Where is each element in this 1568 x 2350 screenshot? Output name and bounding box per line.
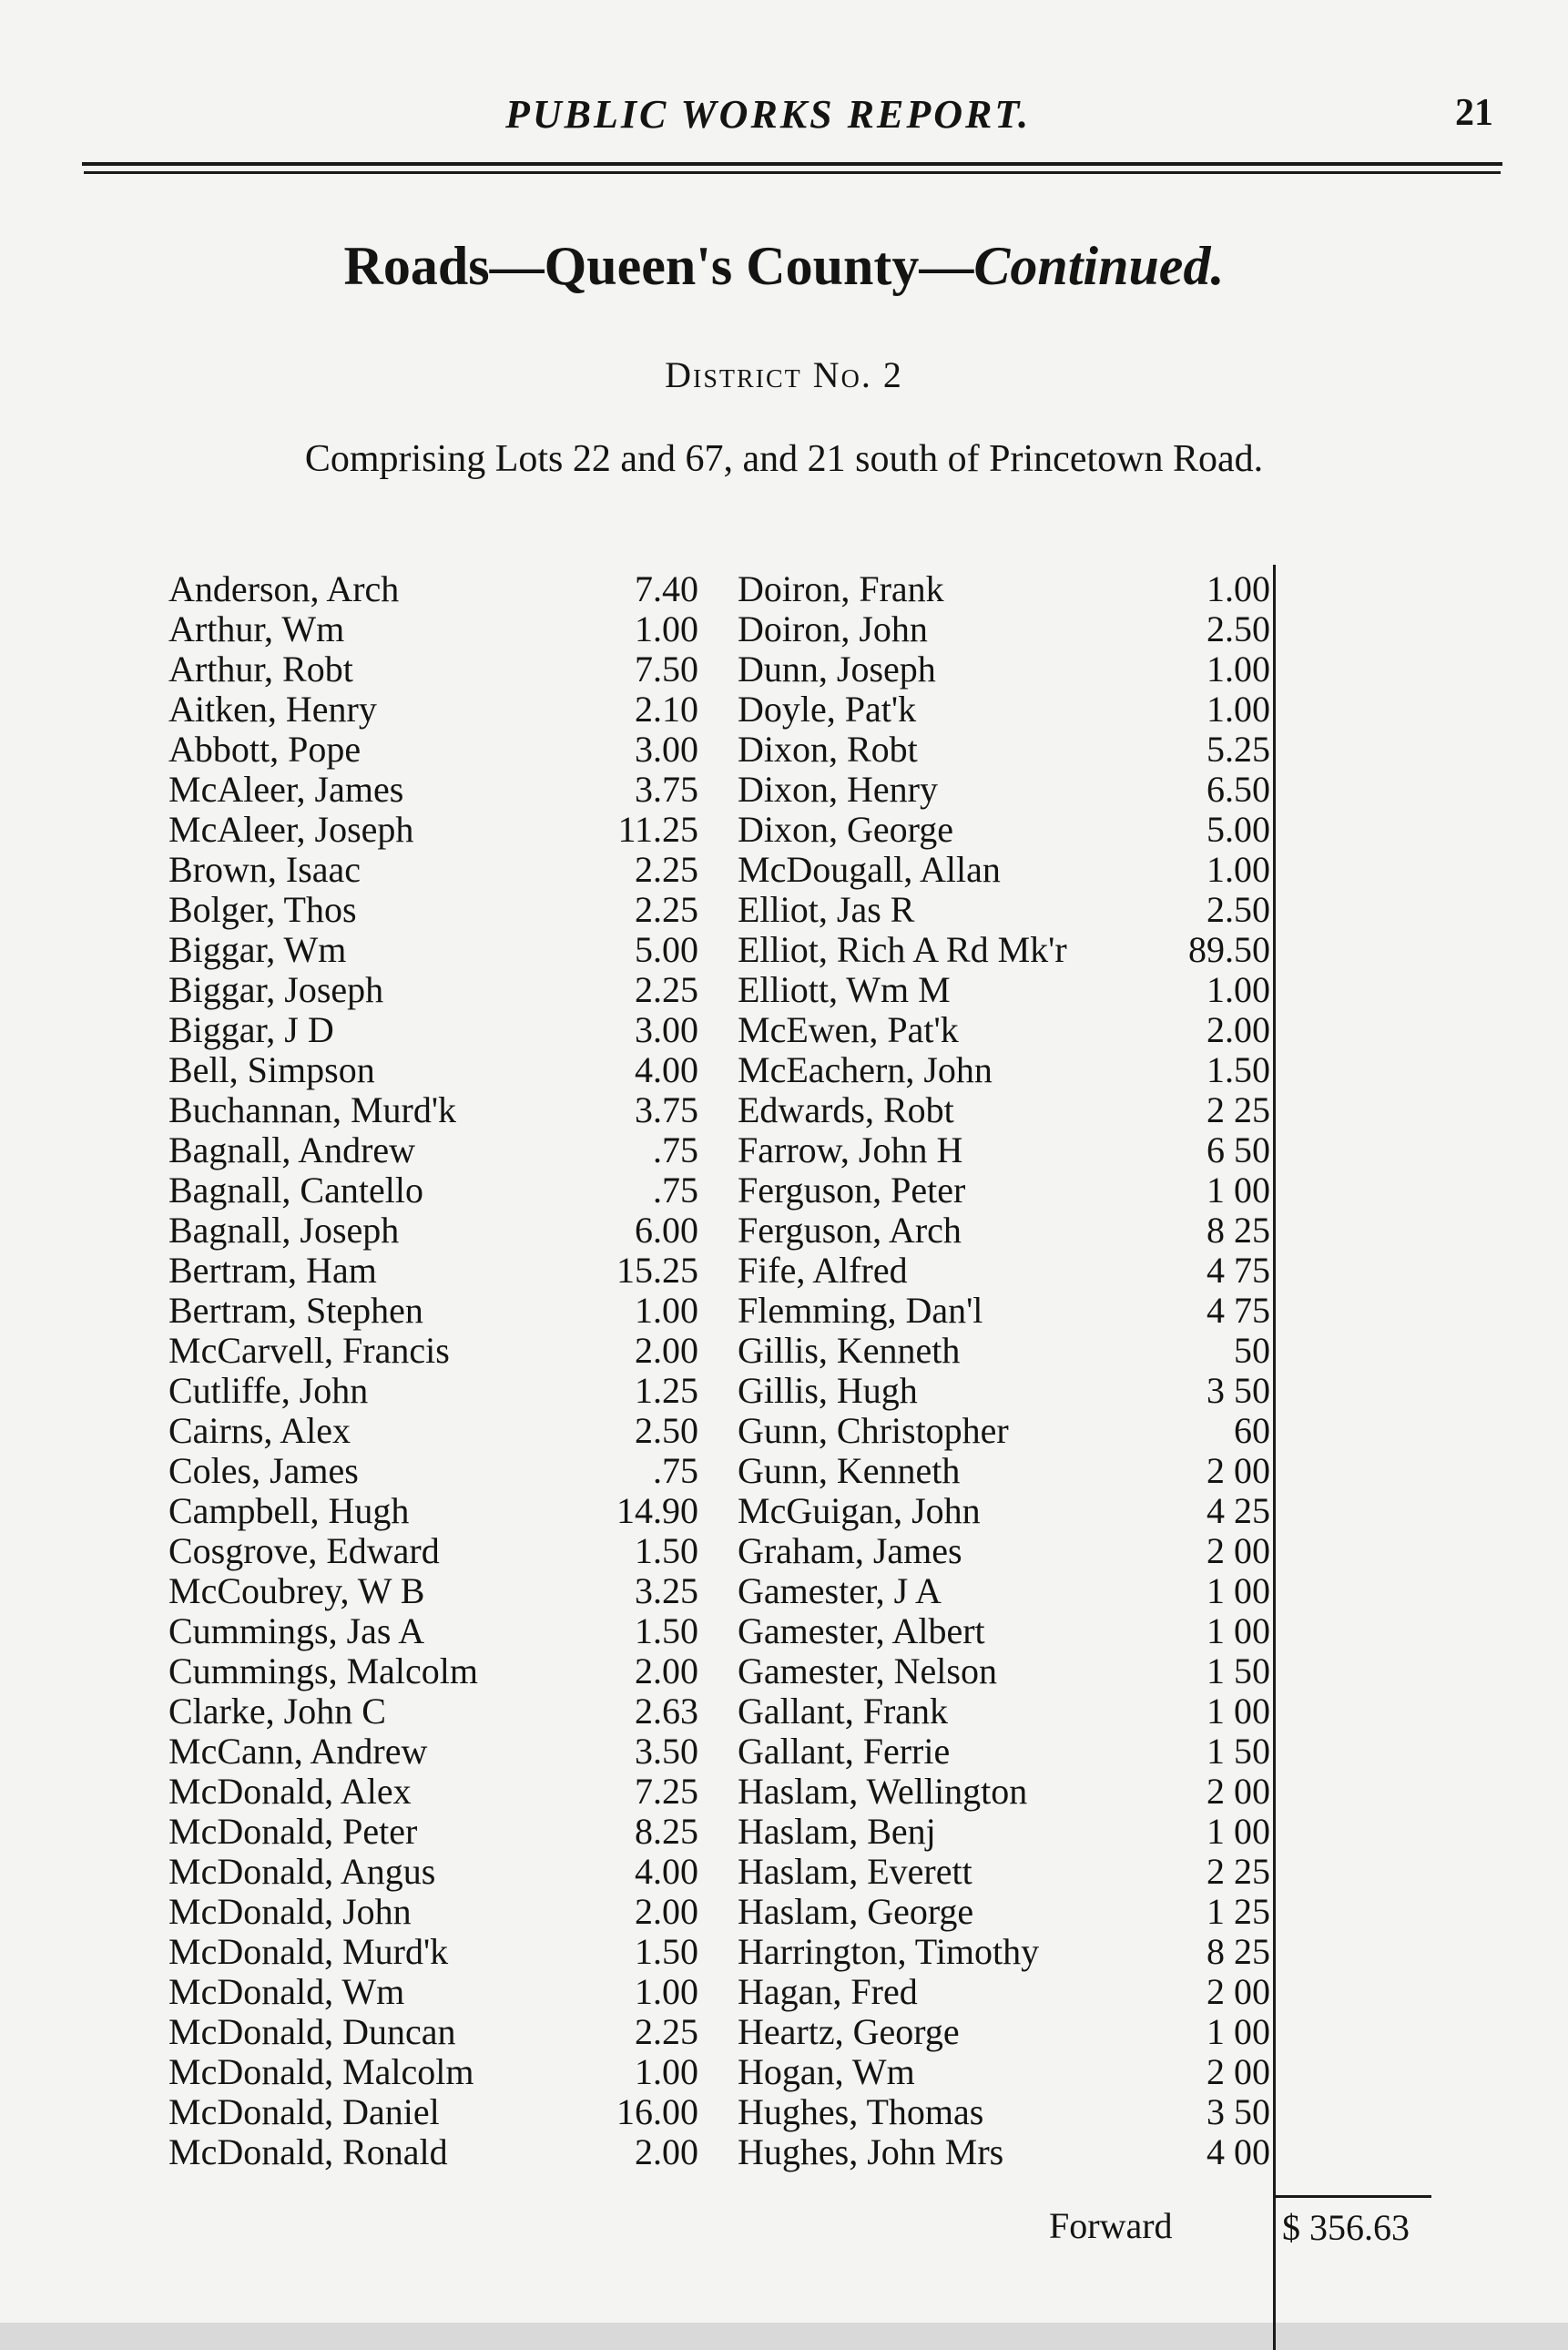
ledger-amount: 7.50 [635,649,698,690]
ledger-amount: 1.00 [635,608,698,649]
section-heading [0,235,1568,298]
ledger-row [168,2052,698,2092]
ledger-name: Dixon, George [738,809,953,850]
district-description: Comprising Lots 22 and 67, and 21 south of Princetown Road. [304,438,1264,480]
ledger-amount: 89.50 [1188,929,1270,970]
ledger-row [168,1451,698,1491]
ledger-name: Doyle, Pat'k [738,689,917,730]
ledger-amount: 2.63 [635,1691,698,1732]
ledger-row [738,1491,1270,1531]
ledger-amount: 2.25 [635,2011,698,2052]
ledger-row [168,1732,698,1772]
ledger-row [738,1451,1270,1491]
ledger-row [738,930,1270,970]
ledger-amount: 1 00 [1207,1610,1270,1651]
ledger-name: McDonald, Malcolm [168,2051,474,2092]
ledger-name: Bolger, Thos [168,889,357,930]
ledger-amount: 1.25 [635,1370,698,1411]
district-title: District No. 2 [665,354,903,395]
ledger-row [738,1772,1270,1812]
ledger-amount: 2.50 [635,1410,698,1451]
ledger-row [168,850,698,890]
ledger-row [738,730,1270,770]
ledger-row [738,1691,1270,1732]
ledger-name: Cummings, Malcolm [168,1650,478,1691]
ledger-name: Biggar, Wm [168,929,347,970]
ledger-amount: 3.50 [635,1731,698,1772]
ledger-name: Bertram, Stephen [168,1290,423,1331]
ledger-amount: .75 [653,1170,698,1211]
ledger-row [738,1090,1270,1130]
ledger-row [738,1651,1270,1691]
forward-total-rule [1275,2195,1431,2198]
ledger-row [168,1090,698,1130]
ledger-row [738,2052,1270,2092]
ledger-name: Doiron, Frank [738,568,944,609]
ledger-amount: 1.00 [1207,969,1270,1010]
ledger-row [738,1892,1270,1932]
ledger-row [168,770,698,810]
ledger-name: Arthur, Robt [168,649,353,690]
ledger-row [168,1251,698,1291]
ledger-name: McDonald, Wm [168,1971,405,2012]
ledger-name: McDonald, Ronald [168,2131,448,2172]
ledger-amount: 1.00 [1207,849,1270,890]
ledger-name: Dixon, Henry [738,769,938,810]
ledger-amount: 1 00 [1207,1691,1270,1732]
ledger-row [738,1812,1270,1852]
ledger-row [738,2132,1270,2172]
amount-column-rule [1273,565,1276,2350]
ledger-amount: 4 00 [1207,2131,1270,2172]
ledger-row [168,1972,698,2012]
section-heading-continued: Continued. [973,236,1225,296]
ledger-amount: 5.25 [1207,729,1270,770]
ledger-name: McDonald, Duncan [168,2011,456,2052]
ledger-amount: 3.75 [635,769,698,810]
ledger-amount: 2.00 [635,1891,698,1932]
ledger-name: Bagnall, Cantello [168,1170,423,1211]
ledger-row [738,1211,1270,1251]
ledger-row [738,569,1270,609]
ledger-row [168,1812,698,1852]
ledger-row [168,1291,698,1331]
ledger-name: McGuigan, John [738,1490,981,1531]
ledger-name: Hagan, Fred [738,1971,918,2012]
header-rule-thick [82,162,1502,166]
ledger-amount: 60 [1234,1410,1270,1451]
ledger-row [738,2012,1270,2052]
ledger-amount: 8 25 [1207,1931,1270,1972]
ledger-row [168,1651,698,1691]
ledger-amount: 2.50 [1207,889,1270,930]
ledger-name: Ferguson, Peter [738,1170,966,1211]
ledger-name: Buchannan, Murd'k [168,1089,457,1130]
ledger-row [168,890,698,930]
ledger-row [168,970,698,1010]
ledger-row [168,1571,698,1611]
ledger-row [738,1251,1270,1291]
ledger-row [738,970,1270,1010]
ledger-amount: 2 25 [1207,1089,1270,1130]
ledger-amount: 2.25 [635,889,698,930]
ledger-amount: 1 00 [1207,1811,1270,1852]
ledger-name: Arthur, Wm [168,608,345,649]
ledger-amount: 50 [1234,1330,1270,1371]
ledger-name: Haslam, Benj [738,1811,936,1852]
ledger-amount: 5.00 [635,929,698,970]
ledger-name: Heartz, George [738,2011,960,2052]
ledger-row [738,850,1270,890]
ledger-name: Gunn, Kenneth [738,1450,961,1491]
ledger-name: Gamester, J A [738,1570,942,1611]
ledger-name: McDonald, Peter [168,1811,418,1852]
ledger-amount: 2.00 [635,2131,698,2172]
ledger-row [168,569,698,609]
ledger-name: Dunn, Joseph [738,649,936,690]
ledger-name: Biggar, J D [168,1009,334,1050]
ledger-row [738,649,1270,690]
running-head-title: PUBLIC WORKS REPORT. [505,92,1032,137]
ledger-name: McDonald, John [168,1891,412,1932]
ledger-row [738,1371,1270,1411]
ledger-amount: 1 00 [1207,1170,1270,1211]
ledger-amount: 1 50 [1207,1650,1270,1691]
ledger-row [168,1852,698,1892]
ledger-name: McEachern, John [738,1049,993,1090]
ledger-row [738,1531,1270,1571]
ledger-name: Cutliffe, John [168,1370,369,1411]
ledger-name: Brown, Isaac [168,849,361,890]
ledger-amount: .75 [653,1129,698,1170]
ledger-row [168,2092,698,2132]
ledger-name: McAleer, Joseph [168,809,414,850]
ledger-name: Flemming, Dan'l [738,1290,983,1331]
ledger-row [168,649,698,690]
ledger-name: Aitken, Henry [168,689,377,730]
ledger-name: McDougall, Allan [738,849,1001,890]
ledger-name: Fife, Alfred [738,1250,908,1291]
ledger-name: Gillis, Hugh [738,1370,918,1411]
ledger-name: Bell, Simpson [168,1049,375,1090]
ledger-row [168,2132,698,2172]
ledger-row [168,1691,698,1732]
ledger-name: Gamester, Albert [738,1610,985,1651]
ledger-amount: 8 25 [1207,1210,1270,1251]
ledger-row [168,1772,698,1812]
ledger-amount: 7.40 [635,568,698,609]
ledger-amount: 2.50 [1207,608,1270,649]
ledger-amount: 4.00 [635,1851,698,1892]
ledger-row [168,810,698,850]
ledger-row [738,609,1270,649]
ledger-amount: 4 75 [1207,1290,1270,1331]
ledger-row [738,1331,1270,1371]
ledger-amount: 6 50 [1207,1129,1270,1170]
ledger-row [168,1531,698,1571]
ledger-name: Dixon, Robt [738,729,918,770]
ledger-amount: 1.00 [1207,689,1270,730]
ledger-row [738,1010,1270,1050]
ledger-name: Gunn, Christopher [738,1410,1009,1451]
ledger-name: Haslam, George [738,1891,974,1932]
ledger-name: Gamester, Nelson [738,1650,997,1691]
ledger-row [738,1130,1270,1170]
ledger-name: Farrow, John H [738,1129,963,1170]
ledger-name: Clarke, John C [168,1691,386,1732]
ledger-name: Abbott, Pope [168,729,361,770]
ledger-row [168,730,698,770]
ledger-name: Elliott, Wm M [738,969,951,1010]
forward-total: $ 356.63 [1282,2207,1410,2248]
ledger-amount: 1.00 [635,1290,698,1331]
ledger-row [168,1331,698,1371]
ledger-amount: 6.50 [1207,769,1270,810]
ledger-name: Coles, James [168,1450,359,1491]
ledger-name: McDonald, Daniel [168,2091,440,2132]
ledger-name: Anderson, Arch [168,568,400,609]
ledger-row [168,1491,698,1531]
ledger-row [168,1932,698,1972]
ledger-row [168,1611,698,1651]
ledger-row [168,1050,698,1090]
ledger-name: Campbell, Hugh [168,1490,410,1531]
ledger-row [738,1291,1270,1331]
ledger-row [738,1932,1270,1972]
ledger-amount: 1 00 [1207,1570,1270,1611]
ledger-row [168,1211,698,1251]
ledger-name: Gallant, Frank [738,1691,949,1732]
ledger-amount: 2.10 [635,689,698,730]
ledger-name: McDonald, Alex [168,1771,412,1812]
ledger-name: Doiron, John [738,608,928,649]
ledger-amount: 1.50 [1207,1049,1270,1090]
ledger-row [738,1050,1270,1090]
ledger-row [738,1571,1270,1611]
ledger-name: Hughes, Thomas [738,2091,984,2132]
ledger-name: Harrington, Timothy [738,1931,1040,1972]
ledger-name: Bertram, Ham [168,1250,377,1291]
ledger-amount: 4 25 [1207,1490,1270,1531]
ledger-row [738,1732,1270,1772]
ledger-amount: 3.00 [635,729,698,770]
ledger-amount: 6.00 [635,1210,698,1251]
ledger-amount: 15.25 [616,1250,698,1291]
ledger-amount: 1.00 [635,2051,698,2092]
ledger-amount: 1.50 [635,1931,698,1972]
ledger-amount: 2.00 [635,1330,698,1371]
ledger-name: Edwards, Robt [738,1089,954,1130]
ledger-name: Haslam, Everett [738,1851,972,1892]
ledger-amount: 1.00 [635,1971,698,2012]
ledger-name: McCann, Andrew [168,1731,428,1772]
ledger-amount: 2 25 [1207,1851,1270,1892]
forward-label: Forward [1049,2205,1173,2246]
ledger-amount: 2 00 [1207,1450,1270,1491]
section-heading-main: Roads—Queen's County— [343,236,974,296]
ledger-amount: 16.00 [616,2091,698,2132]
ledger-name: Bagnall, Joseph [168,1210,400,1251]
ledger-amount: 3 50 [1207,1370,1270,1411]
ledger-amount: 3.75 [635,1089,698,1130]
ledger-row [738,770,1270,810]
ledger-amount: 11.25 [617,809,698,850]
ledger-row [738,1972,1270,2012]
ledger-name: Gallant, Ferrie [738,1731,951,1772]
ledger-amount: 7.25 [635,1771,698,1812]
ledger-amount: 4 75 [1207,1250,1270,1291]
ledger-amount: 2.00 [635,1650,698,1691]
ledger-amount: .75 [653,1450,698,1491]
ledger-row [738,1611,1270,1651]
ledger-amount: 1 50 [1207,1731,1270,1772]
ledger-name: Biggar, Joseph [168,969,384,1010]
ledger-name: Gillis, Kenneth [738,1330,961,1371]
ledger-row [168,1170,698,1211]
ledger-row [168,1892,698,1932]
ledger-name: Graham, James [738,1530,962,1571]
ledger-name: Elliot, Jas R [738,889,915,930]
ledger-name: Cummings, Jas A [168,1610,425,1651]
ledger-name: McEwen, Pat'k [738,1009,959,1050]
ledger-name: Hogan, Wm [738,2051,915,2092]
ledger-amount: 2 00 [1207,2051,1270,2092]
ledger-row [738,1411,1270,1451]
ledger-row [168,1130,698,1170]
ledger-amount: 5.00 [1207,809,1270,850]
ledger-row [168,690,698,730]
ledger-amount: 2 00 [1207,1971,1270,2012]
ledger-amount: 2 00 [1207,1530,1270,1571]
ledger-row [168,930,698,970]
running-head [0,91,1568,146]
ledger-name: Ferguson, Arch [738,1210,962,1251]
ledger-amount: 2.25 [635,969,698,1010]
ledger-amount: 1.00 [1207,649,1270,690]
ledger-row [738,1170,1270,1211]
ledger-name: Cosgrove, Edward [168,1530,440,1571]
ledger-amount: 4.00 [635,1049,698,1090]
ledger-row [168,1010,698,1050]
ledger-name: McDonald, Angus [168,1851,436,1892]
ledger-amount: 3.00 [635,1009,698,1050]
ledger-amount: 14.90 [616,1490,698,1531]
ledger-amount: 1.50 [635,1530,698,1571]
ledger-amount: 2 00 [1207,1771,1270,1812]
ledger-name: Haslam, Wellington [738,1771,1028,1812]
page-number: 21 [1455,92,1493,134]
ledger-name: McDonald, Murd'k [168,1931,449,1972]
ledger-row [738,890,1270,930]
ledger-amount: 3 50 [1207,2091,1270,2132]
ledger-row [738,690,1270,730]
ledger-row [738,2092,1270,2132]
ledger-amount: 2.25 [635,849,698,890]
ledger-row [168,1371,698,1411]
ledger-amount: 2.00 [1207,1009,1270,1050]
ledger-amount: 3.25 [635,1570,698,1611]
ledger-name: Hughes, John Mrs [738,2131,1004,2172]
ledger-amount: 1 25 [1207,1891,1270,1932]
ledger-row [168,2012,698,2052]
ledger-row [738,1852,1270,1892]
ledger-name: McCoubrey, W B [168,1570,425,1611]
ledger-name: Elliot, Rich A Rd Mk'r [738,929,1067,970]
ledger-row [168,1411,698,1451]
ledger-name: Bagnall, Andrew [168,1129,416,1170]
header-rule-thin [84,171,1501,174]
ledger-amount: 8.25 [635,1811,698,1852]
ledger-amount: 1 00 [1207,2011,1270,2052]
ledger-amount: 1.50 [635,1610,698,1651]
ledger-name: McCarvell, Francis [168,1330,450,1371]
ledger-name: McAleer, James [168,769,404,810]
ledger-row [168,609,698,649]
ledger-name: Cairns, Alex [168,1410,351,1451]
ledger-amount: 1.00 [1207,568,1270,609]
ledger-row [738,810,1270,850]
